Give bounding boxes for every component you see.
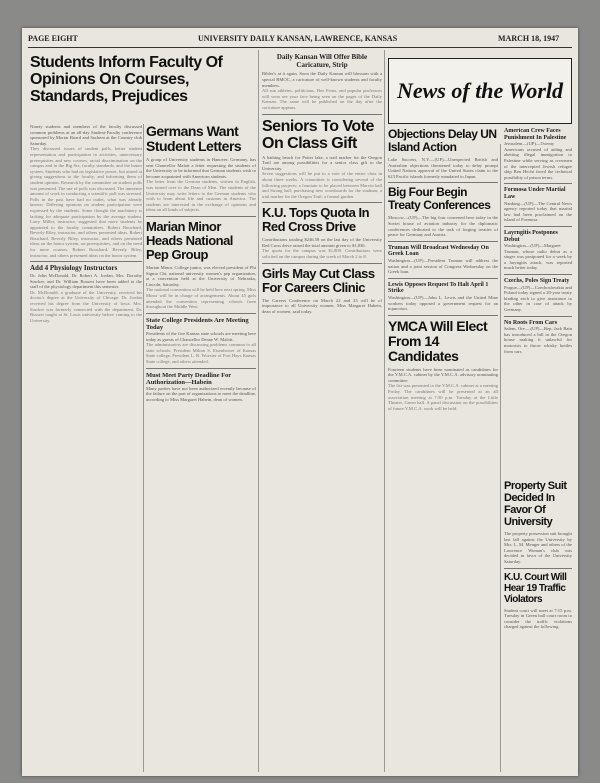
column-rule: [143, 124, 144, 772]
un-headline: Objections Delay UN Island Action: [388, 128, 497, 154]
news-of-the-world-banner: [388, 58, 572, 124]
treaty-headline: Czechs, Poles Sign Treaty: [504, 278, 570, 285]
seniors-headline: Seniors To Vote On Class Gift: [262, 117, 374, 152]
red-cross-body: The quota for the campus was $1,800. Contributions were solicited on the campus during the week of March 2 to 8.: [262, 248, 382, 260]
story-divider: [146, 313, 256, 314]
palestine-headline: American Crew Faces Punishment In Palestine: [504, 128, 567, 141]
germans-story: A group of University students in Hanover, Germany, has sent Chancellor Malott a letter requesting the students of the University to be informed that German students wish to become acquainted with American students.: [146, 157, 256, 179]
story-divider: [146, 368, 256, 369]
presidents-headline: State College Presidents Are Meeting Today: [146, 316, 249, 331]
story-divider: [504, 274, 572, 275]
lewis-headline: Lewis Opposes Request To Halt April 1 Strike: [388, 281, 489, 295]
story-divider: [504, 183, 572, 184]
story-divider: [262, 114, 382, 115]
treaty-story: Prague—(UP)—Czechoslovakia and Poland today signed a 20-year treaty binding each to give assistance to the other in case of attack by Germany.: [504, 284, 572, 313]
truman-headline: Truman Will Broadcast Wednesday On Greek Loan: [388, 244, 489, 258]
party-story: Many parties have not been authorized recently because of the failure on the part of organizations to meet the deadline, according to Miss Margaret Habein, dean of women.: [146, 385, 256, 402]
story-divider: [388, 241, 498, 242]
main-story-lead: Ninety students and members of the faculty discussed common problems at an all-day Student-Faculty conference sponsored by Mortar Board and Sachem at the Country club Saturday.: [30, 124, 142, 146]
main-story-header: [30, 54, 250, 124]
story-divider: [388, 182, 498, 183]
presidents-body: The administrators are discussing problems common to all state schools. President Milton S. Eisenhower of Kansas State college, President L. B. Woester of Fort Hays Kansas State college, and others attended.: [146, 342, 256, 364]
ymca-story: Fourteen students have been nominated as candidates for the Y.M.C.A. cabinet by the Y.M.C.A. advisory nominating committee.: [388, 366, 498, 383]
lewis-story: Washington—(UP)—John L. Lewis and the United Mine workers today opposed a government request for an injunction.: [388, 294, 498, 312]
careers-headline: Girls May Cut Class For Careers Clinic: [262, 265, 375, 295]
column-rule: [258, 50, 259, 772]
physiology-headline: Add 4 Physiology Instructors: [30, 264, 118, 273]
issue-date: MARCH 18, 1947: [498, 34, 560, 43]
bibler-story: Bibler's at it again. Soon the Daily Kansan will blossom with a special BMOC, a caricature of well-known students and faculty members.: [262, 71, 382, 88]
traffic-court-headline: K.U. Court Will Hear 19 Traffic Violators: [504, 571, 567, 605]
folio-line: [28, 32, 572, 46]
banner-title: News of the World: [396, 78, 564, 103]
story-divider: [388, 278, 498, 279]
story-divider: [504, 316, 572, 317]
truman-debut-headline: Layrngitis Postpones Debut: [504, 229, 558, 243]
paper-name: UNIVERSITY DAILY KANSAN, LAWRENCE, KANSAS: [198, 34, 398, 43]
minor-headline: Marian Minor Heads National Pep Group: [146, 218, 233, 262]
seniors-body: Seven suggestions will be put to a vote of the entire class in about three weeks. A committee is considering several of the following projects: a fountain to be placed between Marvin hall and Strong hall; purchasing new scoreboards for the stadium; a trail marker for the Oregon Trail; a formal garden.: [262, 171, 382, 199]
property-suit-story: The property possession suit brought last fall against the University by Mrs. L. M. Menger and others of the Lawrence Woman's club was decided in favor of the University Saturday.: [504, 531, 572, 564]
physiology-body: Dr. McDonald, a graduate of the University, received his doctor's degree at the University of Chicago. Dr. Jordan received his degree from the University of Iowa. Mrs. Stucker was formerly connected with the department. Dr. Bossert taught at St. Louis university before coming to the University.: [30, 289, 142, 323]
traffic-court-story: Student court will meet at 7:15 p.m. Tuesday in Green hall court room to consider the traffic violations charged against the following.: [504, 607, 572, 630]
column-rule: [500, 144, 501, 772]
newspaper-page: [22, 28, 578, 776]
column-rule: [384, 50, 385, 772]
story-divider: [504, 568, 572, 569]
folio-rule: [28, 47, 572, 48]
column-2: [146, 124, 256, 772]
lower-right-stories: [504, 480, 572, 772]
page-number: PAGE EIGHT: [28, 34, 78, 43]
big-four-headline: Big Four Begin Treaty Conferences: [388, 185, 491, 213]
germans-body: The letter from the German students, written in English, was turned over to the Dean of Men. The students of the University may write letters to the German students who wish to learn about life and customs in America. The students are interested in the exchange of opinions and ideas on all kinds of subjects.: [146, 179, 256, 213]
roots-headline: No Roots From Cars: [504, 319, 558, 326]
party-headline: Must Meet Party Deadline For Authorization—Habein: [146, 371, 232, 386]
formosa-story: Nanking—(UP)—The Central News agency reported today that martial law had been proclaimed on the island of Formosa.: [504, 200, 572, 223]
main-story-body: They discussed issues of student polls, better student representation and participation in activities, unnecessary prerequisites and new courses, racial discrimination on the campus and in the Big Six, faculty standards, and the honor system. Students who had no legislative power, but aimed at giving suggestions to the faculty, and informing them of student opinion. Research by the committee on student polls was presented. The use of polls was discussed. The immense amount of work in conducting a scientific poll was stressed. Polls in the past have had no outlet, what was already known. Differing opinions on student participation were expressed by the students. Some thought the machinery is lacking for adequate participation by the average student. Larry Miller, instructor, suggested that more students be appointed to the faculty committees. Robert Bouchard, Beverly Riley, instructor, and others presented ideas. Robert Bouchard, Beverly Riley, instructor, and others presented ideas on the honor system, on prerequisites, and on the need for more courses. Robert Bouchard, Beverly Riley, instructor, and others presented ideas on the honor system.: [30, 146, 142, 258]
column-1: [30, 124, 142, 772]
big-four-story: Moscow—(UP)—The big four convened here today in the Soviet house of aviation industry for the diplomatic conferences dedicated to the task of forging treaties of peace for Germany and Austria.: [388, 215, 498, 238]
formosa-headline: Formosa Under Martial Law: [504, 187, 566, 200]
bibler-headline: Daily Kansan Will Offer Bible Caricature, Strip: [276, 54, 368, 69]
bibler-body: All sun athletes, politicians, Hoe Ferns, and popular professors will soon see your face being seen on the pages of the Daily Kansan. The same will be published on the day after the caricature appears.: [262, 88, 382, 110]
story-divider: [262, 263, 382, 264]
truman-debut-story: Washington—(UP)—Margaret Truman, whose radio debut as a singer was postponed for a week by a laryngitis attack, was reported much better today.: [504, 243, 572, 271]
roots-story: Salem, Ore.—(UP)—Rep. Jack Bain has introduced a bill in the Oregon house making it unlawful for motorists to throw whisky bottles from cars.: [504, 326, 572, 354]
ymca-headline: YMCA Will Elect From 14 Candidates: [388, 317, 488, 364]
main-headline: Students Inform Faculty Of Opinions On Courses, Standards, Prejudices: [30, 54, 223, 105]
minor-body: The national convention will be held here next spring. Miss Minor will be in charge of arrangements. About 45 girls attended the convention representing schools from throughout the Middle West.: [146, 287, 256, 310]
story-divider: [504, 226, 572, 227]
story-divider: [30, 261, 142, 262]
red-cross-headline: K.U. Tops Quota In Red Cross Drive: [262, 205, 370, 235]
ymca-body: The list was presented to the Y.M.C.A. cabinet at a meeting Friday. The candidates will be presented at an all association meeting at 7:30 p.m. Tuesday at the Little Theater, Green hall. A panel discussion on the possibilities of future Y.M.C.A. work will be held.: [388, 383, 498, 411]
column-4: [388, 128, 498, 772]
story-divider: [146, 216, 256, 217]
physiology-story: Dr. John McDonald, Dr. Robert A. Jordan, Mrs. Dorothy Stucker, and Dr. William Bossert have been added to the staff of the physiology department this semester.: [30, 272, 142, 290]
minor-story: Marian Minor, College junior, was elected president of Phi Sigma Chi, national university women's pep organization, at a convention held at the University of Nebraska, Lincoln, Saturday.: [146, 264, 256, 287]
column-3: [262, 54, 382, 772]
story-divider: [262, 202, 382, 203]
presidents-story: Presidents of the five Kansas state schools are meeting here today as guests of Chancellor Deane W. Malott.: [146, 330, 256, 342]
red-cross-story: Contributions totaling $246.58 on the last day of the University Red Cross drive raised the total amount given to $1,836.: [262, 237, 382, 248]
seniors-story: A bathing beach for Potter lake, a trail marker for the Oregon Trail are among possibilities for a senior class gift to the University.: [262, 154, 382, 171]
palestine-story: Jerusalem—(UP)—Twenty Americans accused of aiding and abetting illegal immigration to Palestine while serving as crewmen of the intercepted Jewish refugee ship Ben Hecht faced the technical possibility of prison terms.: [504, 141, 572, 180]
story-divider: [388, 315, 498, 316]
un-story: Lake Success, N.Y.—(UP)—Unexpected British and Australian objections threatened today to delay prompt United Nations approval of the United States claim to the 623 Pacific islands formerly mandated to Japan.: [388, 157, 498, 179]
germans-headline: Germans Want Student Letters: [146, 124, 242, 154]
careers-story: The Careers Conference on March 22 and 23 will be of importance to all University women, Miss Margaret Habein, dean of women, said today.: [262, 297, 382, 314]
truman-story: Washington—(UP)—President Truman will address the nation and a joint session of Congress Wednesday on the Greek loan.: [388, 257, 498, 275]
property-suit-headline: Property Suit Decided In Favor Of University: [504, 480, 567, 528]
